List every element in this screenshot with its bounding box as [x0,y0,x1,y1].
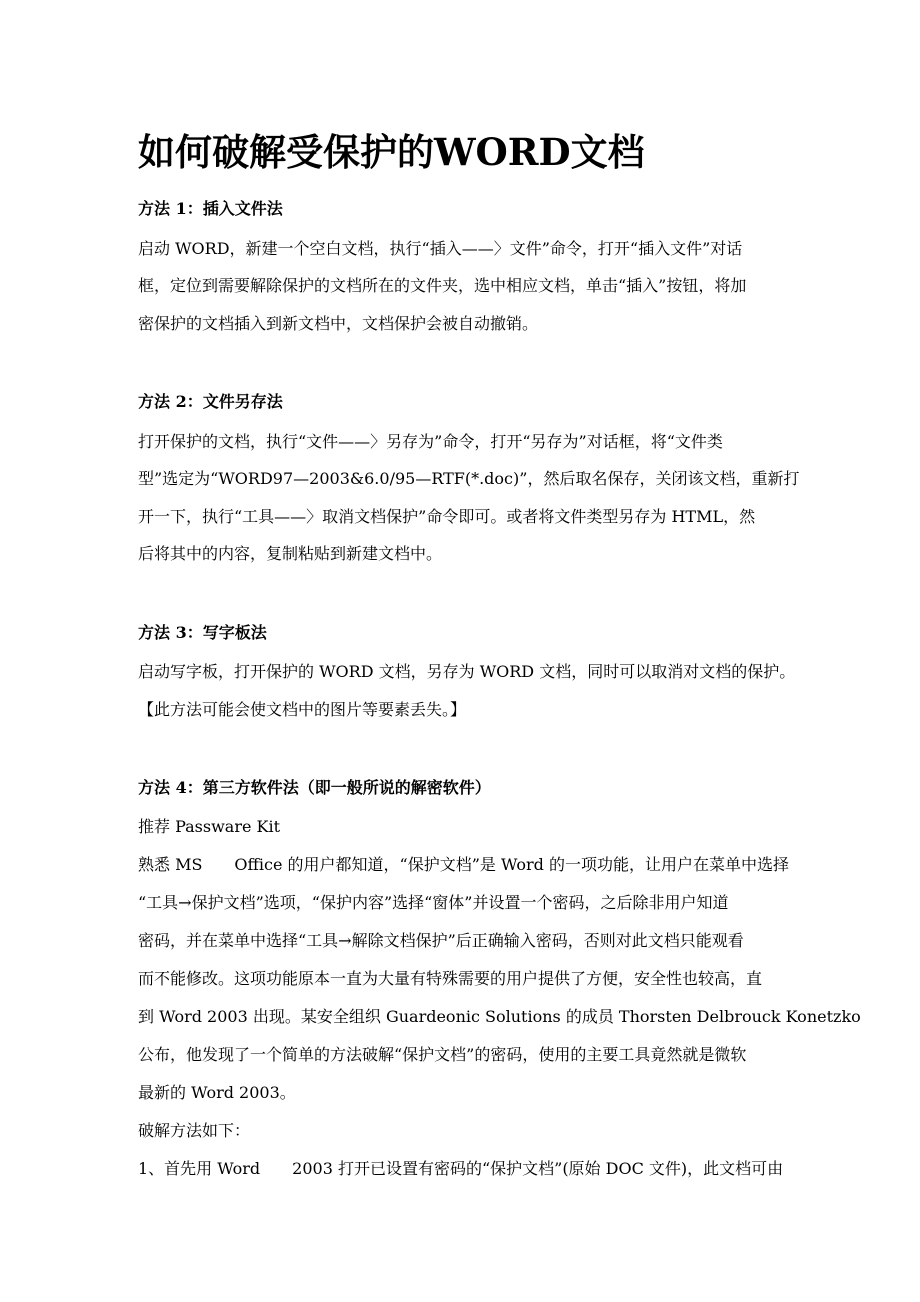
paragraph-line: 框，定位到需要解除保护的文档所在的文件夹，选中相应文档，单击“插入”按钮，将加 [138,276,747,295]
paragraph-line: 启动 WORD，新建一个空白文档，执行“插入——〉文件”命令，打开“插入文件”对话 [138,239,743,258]
paragraph-line: 密保护的文档插入到新文档中，文档保护会被自动撤销。 [138,314,539,333]
paragraph-line: 而不能修改。这项功能原本一直为大量有特殊需要的用户提供了方便，安全性也较高，直 [138,969,763,988]
method-3-heading: 方法 3：写字板法 [138,623,267,642]
paragraph-line: 破解方法如下： [138,1121,251,1140]
paragraph-line: 最新的 Word 2003。 [138,1083,296,1102]
paragraph-line: 型”选定为“WORD97—2003&6.0/95—RTF(*.doc)”，然后取名保存，关闭该文档，重新打 [138,469,800,488]
paragraph-line: 后将其中的内容，复制粘贴到新建文档中。 [138,544,443,563]
paragraph-line: 推荐 Passware Kit [138,817,281,836]
paragraph-line: 开一下，执行“工具——〉取消文档保护”命令即可。或者将文件类型另存为 HTML，然 [138,507,756,526]
paragraph-line: 【此方法可能会使文档中的图片等要素丢失。】 [138,700,467,719]
paragraph-line: “工具→保护文档”选项，“保护内容”选择“窗体”并设置一个密码，之后除非用户知道 [138,893,729,912]
document-title: 如何破解受保护的WORD文档 [138,130,645,174]
method-4-heading: 方法 4：第三方软件法（即一般所说的解密软件） [138,778,491,797]
paragraph-line: 公布，他发现了一个简单的方法破解“保护文档”的密码，使用的主要工具竟然就是微软 [138,1045,747,1064]
method-1-heading: 方法 1：插入文件法 [138,199,283,218]
paragraph-line: 密码，并在菜单中选择“工具→解除文档保护”后正确输入密码，否则对此文档只能观看 [138,931,744,950]
paragraph-line: 到 Word 2003 出现。某安全组织 Guardeonic Solutions 的成员 Thorsten Delbrouck Konetzko [138,1007,861,1026]
paragraph-line: 1、首先用 Word 2003 打开已设置有密码的“保护文档”(原始 DOC 文件)，此文档可由 [138,1159,784,1178]
method-2-heading: 方法 2：文件另存法 [138,392,283,411]
paragraph-line: 打开保护的文档，执行“文件——〉另存为”命令，打开“另存为”对话框，将“文件类 [138,432,723,451]
paragraph-line: 熟悉 MS Office 的用户都知道，“保护文档”是 Word 的一项功能，让用户在菜单中选择 [138,855,789,874]
paragraph-line: 启动写字板，打开保护的 WORD 文档，另存为 WORD 文档，同时可以取消对文档的保护。 [138,662,796,681]
